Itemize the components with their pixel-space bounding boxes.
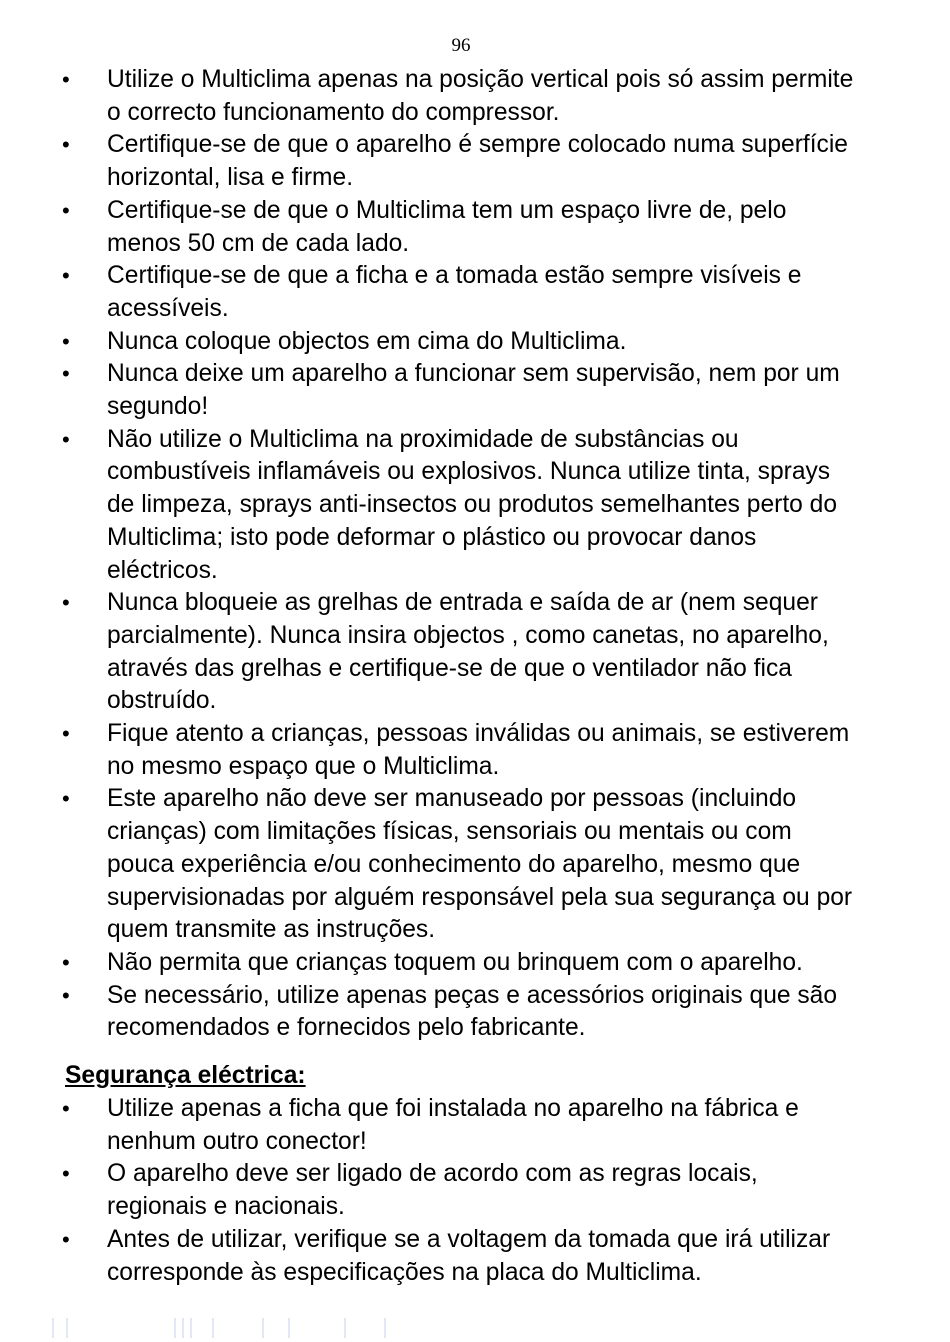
- bullet-icon: •: [62, 949, 70, 975]
- list-item: [0, 1093, 857, 1158]
- bullet-icon: •: [62, 426, 70, 452]
- bullet-icon: •: [62, 721, 70, 747]
- list-item: [0, 195, 857, 260]
- list-item: [0, 326, 857, 359]
- list-item-text: Nunca bloqueie as grelhas de entrada e saída de ar (nem sequer parcialmente). Nunca insira objectos , como canetas, no aparelho, através das grelhas e certifique-se de que o ventilador não fica obstruído.: [107, 589, 829, 715]
- bullet-icon: •: [62, 1161, 70, 1187]
- list-item-text: Se necessário, utilize apenas peças e acessórios originais que são recomendados e fornecidos pelo fabricante.: [107, 981, 838, 1042]
- list-item: [0, 587, 857, 718]
- safety-instructions-list: [0, 64, 857, 1045]
- electrical-safety-list: [0, 1093, 857, 1289]
- list-item-text: Este aparelho não deve ser manuseado por pessoas (incluindo crianças) com limitações físicas, sensoriais ou mentais ou com pouca experiência e/ou conhecimento do aparelho, mesmo que supervisionadas por alguém responsável pela sua segurança ou por quem transmite as instruções.: [107, 785, 853, 944]
- list-item-text: Não utilize o Multiclima na proximidade de substâncias ou combustíveis inflamáveis ou explosivos. Nunca utilize tinta, sprays de limpeza, sprays anti-insectos ou produtos semelhantes perto do Multiclima; isto pode deformar o plástico ou provocar danos eléctricos.: [107, 425, 838, 584]
- list-item-text: Nunca coloque objectos em cima do Multiclima.: [107, 327, 627, 355]
- bullet-icon: •: [62, 1096, 70, 1121]
- list-item: [0, 260, 857, 325]
- list-item-text: Nunca deixe um aparelho a funcionar sem supervisão, nem por um segundo!: [107, 360, 840, 421]
- list-item-text: Utilize apenas a ficha que foi instalada no aparelho na fábrica e nenhum outro conector!: [107, 1095, 799, 1155]
- bullet-icon: •: [62, 263, 70, 289]
- bullet-icon: •: [62, 982, 70, 1008]
- list-item-text: Certifique-se de que o aparelho é sempre colocado numa superfície horizontal, lisa e firme.: [107, 131, 848, 192]
- list-item: [0, 358, 857, 423]
- bullet-icon: •: [62, 328, 70, 354]
- list-item-text: Utilize o Multiclima apenas na posição vertical pois só assim permite o correcto funcionamento do compressor.: [107, 66, 854, 126]
- list-item: [0, 424, 857, 588]
- bullet-icon: •: [62, 197, 70, 223]
- list-item-text: O aparelho deve ser ligado de acordo com as regras locais, regionais e nacionais.: [107, 1160, 758, 1221]
- list-item: [0, 129, 857, 194]
- list-item-text: Antes de utilizar, verifique se a voltagem da tomada que irá utilizar corresponde às especificações na placa do Multiclima.: [107, 1225, 831, 1286]
- list-item-text: Certifique-se de que a ficha e a tomada estão sempre visíveis e acessíveis.: [107, 262, 802, 322]
- page-number: 96: [451, 35, 471, 56]
- bullet-icon: •: [62, 67, 70, 92]
- list-item: [0, 718, 857, 783]
- list-item: [0, 783, 857, 947]
- scan-artifact-marks: [50, 1318, 450, 1338]
- list-item: [0, 1224, 857, 1289]
- list-item-text: Certifique-se de que o Multiclima tem um espaço livre de, pelo menos 50 cm de cada lado.: [107, 196, 787, 257]
- list-item: [0, 1158, 857, 1223]
- bullet-icon: •: [62, 786, 70, 812]
- list-item: [0, 64, 857, 129]
- list-item: [0, 980, 857, 1045]
- list-item-text: Fique atento a crianças, pessoas inválidas ou animais, se estiverem no mesmo espaço que o Multiclima.: [107, 720, 850, 780]
- list-item-text: Não permita que crianças toquem ou brinquem com o aparelho.: [107, 948, 803, 976]
- bullet-icon: •: [62, 590, 70, 616]
- section-heading: Segurança eléctrica:: [65, 1062, 306, 1089]
- bullet-icon: •: [62, 132, 70, 158]
- bullet-icon: •: [62, 361, 70, 387]
- list-item: [0, 947, 857, 980]
- bullet-icon: •: [62, 1226, 70, 1252]
